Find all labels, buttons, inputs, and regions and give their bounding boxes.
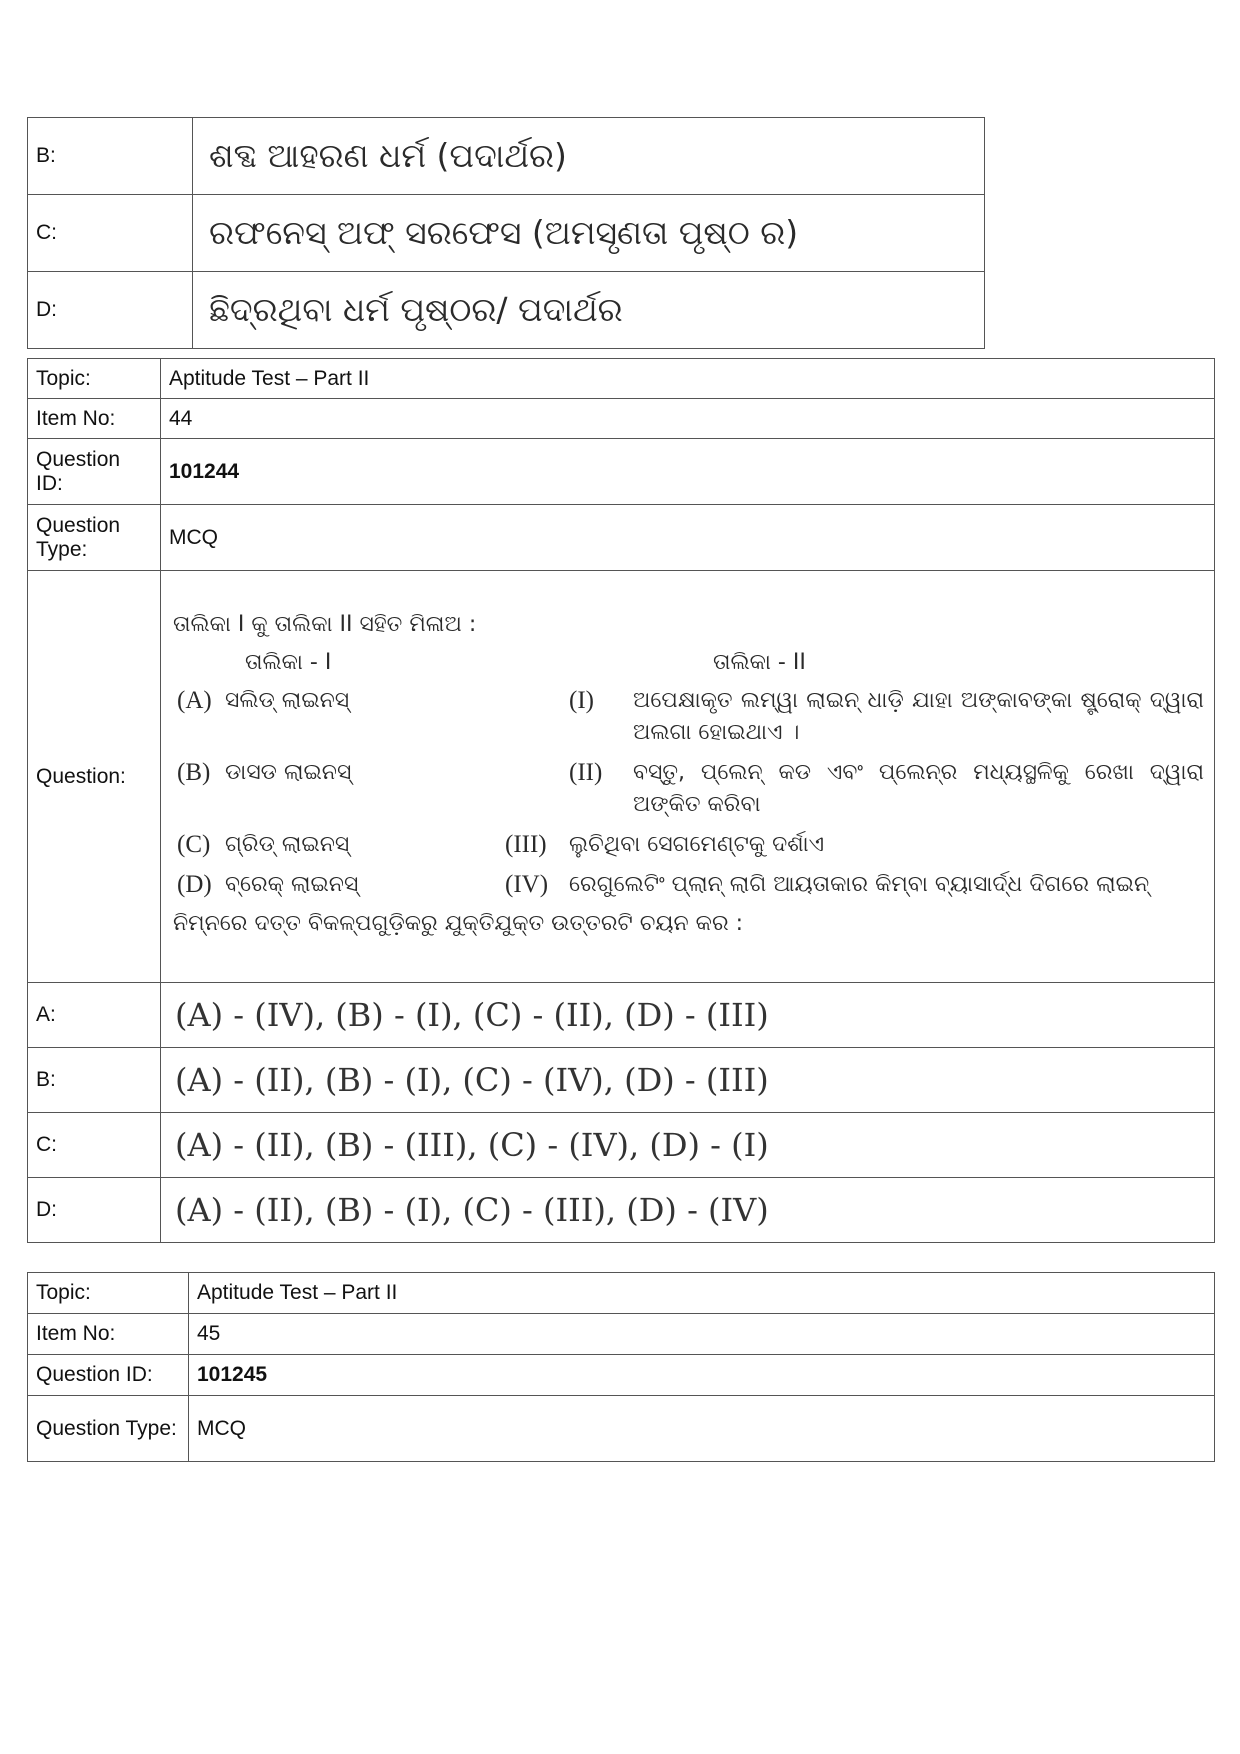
question-id-row bbox=[28, 1355, 1215, 1396]
list-2-key: (III) bbox=[505, 831, 547, 858]
match-row bbox=[173, 869, 1204, 901]
question-type-label: Question Type: bbox=[28, 1396, 189, 1462]
list-1-item: ଡାସଡ ଲାଇନସ୍ bbox=[225, 760, 352, 785]
option-row bbox=[28, 1113, 1215, 1178]
question-type-label: Question Type: bbox=[28, 505, 161, 571]
question-intro: ତାଲିକା I କୁ ତାଲିକା II ସହିତ ମିଳାଅ : bbox=[173, 612, 477, 637]
question-label: Question: bbox=[28, 571, 161, 983]
list-1-item: ସଲିଡ୍ ଲାଇନସ୍ bbox=[225, 688, 350, 713]
option-label: C: bbox=[28, 195, 193, 272]
topic-value: Aptitude Test – Part II bbox=[189, 1273, 1215, 1314]
topic-row bbox=[28, 1273, 1215, 1314]
option-label: B: bbox=[28, 1048, 161, 1113]
question-id-label: Question ID: bbox=[28, 439, 161, 505]
question-type-value: MCQ bbox=[189, 1396, 1215, 1462]
list-2-key: (I) bbox=[569, 687, 594, 714]
option-row bbox=[28, 195, 985, 272]
question-id-label: Question ID: bbox=[28, 1355, 189, 1396]
list-1-item: ଗ୍ରିଡ୍ ଲାଇନସ୍ bbox=[225, 832, 350, 857]
list-2-key: (IV) bbox=[505, 871, 549, 898]
option-text: (A) - (II), (B) - (I), (C) - (IV), (D) - (III) bbox=[161, 1048, 1215, 1113]
question-type-row bbox=[28, 1396, 1215, 1462]
option-row bbox=[28, 983, 1215, 1048]
list-1-key: (A) bbox=[177, 687, 212, 714]
option-label: D: bbox=[28, 272, 193, 349]
item-no-label: Item No: bbox=[28, 399, 161, 439]
topic-row bbox=[28, 359, 1215, 399]
list-headers bbox=[173, 650, 1204, 675]
match-row bbox=[173, 829, 1204, 861]
option-text: ଶବ୍ଦ ଆହରଣ ଧର୍ମ (ପଦାର୍ଥର) bbox=[193, 118, 985, 195]
item-no-value: 44 bbox=[161, 399, 1215, 439]
option-text: (A) - (IV), (B) - (I), (C) - (II), (D) - (III) bbox=[161, 983, 1215, 1048]
topic-label: Topic: bbox=[28, 359, 161, 399]
option-row bbox=[28, 118, 985, 195]
question-45-table bbox=[27, 1272, 1215, 1462]
item-no-label: Item No: bbox=[28, 1314, 189, 1355]
topic-label: Topic: bbox=[28, 1273, 189, 1314]
option-text: (A) - (II), (B) - (III), (C) - (IV), (D) - (I) bbox=[161, 1113, 1215, 1178]
item-no-row bbox=[28, 399, 1215, 439]
option-row bbox=[28, 272, 985, 349]
option-label: B: bbox=[28, 118, 193, 195]
question-44-table bbox=[27, 358, 1215, 1243]
list-2-item: ଲୁଚିଥିବା ସେଗମେଣ୍ଟକୁ ଦର୍ଶାଏ bbox=[569, 832, 825, 857]
list-2-item: ରେଗୁଲେଟିଂ ପ୍ଲାନ୍ ଲାଗି ଆୟତାକାର କିମ୍ବା ବ୍ୟାସାର୍ଦ୍ଧ ଦିଗରେ ଲାଇନ୍ bbox=[569, 872, 1150, 897]
option-label: C: bbox=[28, 1113, 161, 1178]
option-text: (A) - (II), (B) - (I), (C) - (III), (D) - (IV) bbox=[161, 1178, 1215, 1243]
option-row bbox=[28, 1178, 1215, 1243]
option-text: ଛିଦ୍ରଥିବା ଧର୍ମ ପୃଷ୍ଠର/ ପଦାର୍ଥର bbox=[193, 272, 985, 349]
list-1-item: ବ୍ରେକ୍ ଲାଇନସ୍ bbox=[225, 872, 359, 897]
list-1-key: (C) bbox=[177, 831, 211, 858]
question-id-row bbox=[28, 439, 1215, 505]
list-2-key: (II) bbox=[569, 759, 603, 786]
option-label: A: bbox=[28, 983, 161, 1048]
prev-question-options-table bbox=[27, 117, 985, 349]
match-row bbox=[173, 685, 1204, 749]
list-2-title: ତାଲିକା - II bbox=[713, 650, 806, 675]
list-1-key: (D) bbox=[177, 871, 212, 898]
list-1-key: (B) bbox=[177, 759, 211, 786]
option-row bbox=[28, 1048, 1215, 1113]
match-row bbox=[173, 757, 1204, 821]
list-2-item: ଅପେକ୍ଷାକୃତ ଲମ୍ୱା ଲାଇନ୍ ଧାଡ଼ି ଯାହା ଅଙ୍କାବଙ୍କା ଷ୍ଟ୍ରୋକ୍ ଦ୍ୱାରା ଅଲଗା ହୋଇଥାଏ । bbox=[633, 688, 1204, 745]
question-id-value: 101245 bbox=[189, 1355, 1215, 1396]
item-no-value: 45 bbox=[189, 1314, 1215, 1355]
topic-value: Aptitude Test – Part II bbox=[161, 359, 1215, 399]
question-type-value: MCQ bbox=[161, 505, 1215, 571]
question-outro: ନିମ୍ନରେ ଦତ୍ତ ବିକଳ୍ପଗୁଡ଼ିକରୁ ଯୁକ୍ତିଯୁକ୍ତ ଉତ୍ତରଟି ଚୟନ କର : bbox=[173, 911, 744, 936]
question-row bbox=[28, 571, 1215, 983]
option-text: ରଫନେସ୍ ଅଫ୍ ସରଫେସ (ଅମସୃଣତା ପୃଷ୍ଠ ର) bbox=[193, 195, 985, 272]
question-id-value: 101244 bbox=[161, 439, 1215, 505]
list-1-title: ତାଲିକା - I bbox=[245, 650, 332, 675]
question-body bbox=[161, 571, 1215, 983]
question-type-row bbox=[28, 505, 1215, 571]
item-no-row bbox=[28, 1314, 1215, 1355]
list-2-item: ବସ୍ତୁ, ପ୍ଲେନ୍ କଡ ଏବଂ ପ୍ଲେନ୍‌ର ମଧ୍ୟସ୍ଥଳିକୁ ରେଖା ଦ୍ୱାରା ଅଙ୍କିତ କରିବା bbox=[633, 760, 1204, 817]
option-label: D: bbox=[28, 1178, 161, 1243]
